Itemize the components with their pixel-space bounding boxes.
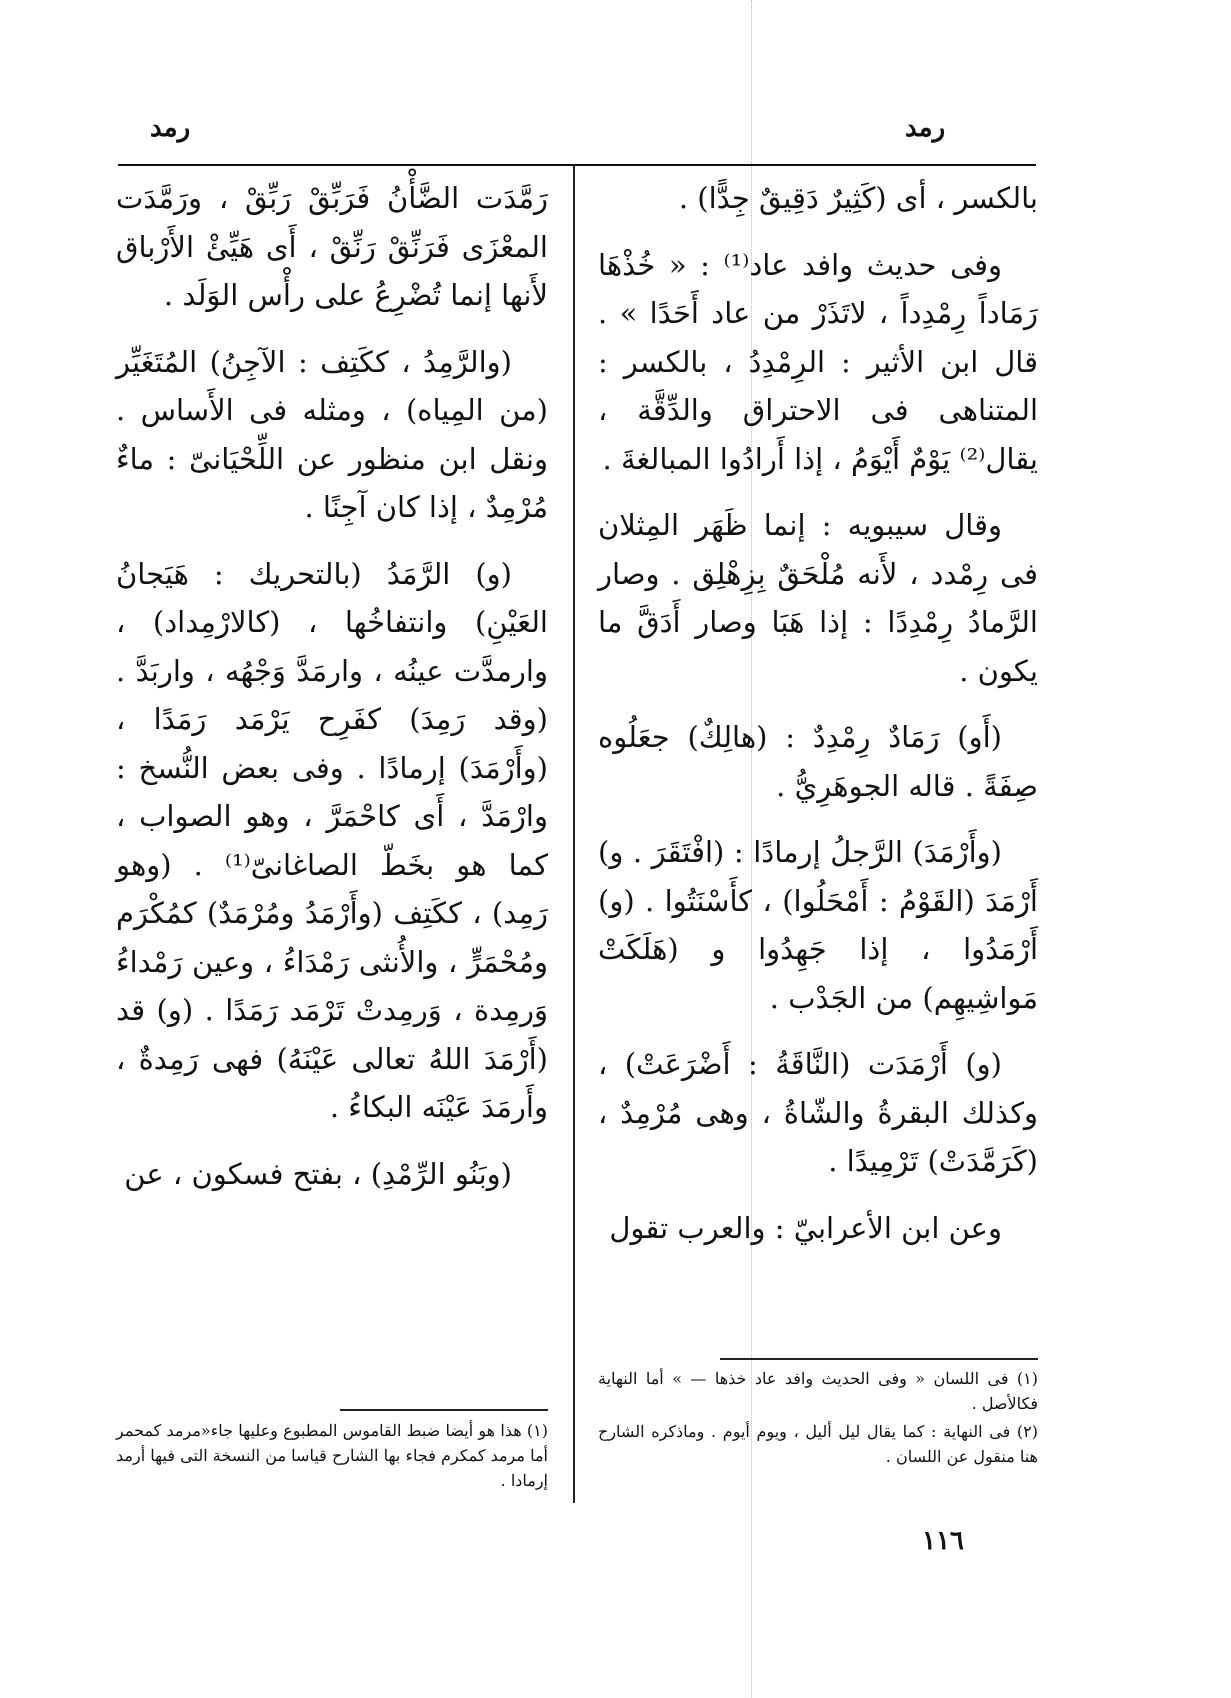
footnotes-left: [116, 1418, 548, 1496]
footnote-rule-left: [340, 1409, 548, 1411]
right-paragraph-6: (و) أَرْمَدَت (النَّاقَةُ : أَضْرَعَتْ) ، وكذلك البقرةُ والشّاةُ ، وهى مُرْمِدٌ ، (كَرَمَّدَتْ) تَرْمِيدًا .: [598, 1047, 1038, 1178]
running-header-left: رمد: [150, 113, 191, 143]
running-header-right: رمد: [905, 113, 946, 143]
column-divider: [573, 166, 575, 1503]
right-paragraph-2: وفى حديث وافد عاد⁽¹⁾ : « خُذْهَا رَمَاداً رِمْدِداً ، لاتَذَرْ من عاد أَحَدًا » . قال ابن الأثير : الرِمْدِدُ ، بالكسر : المتناهى فى الاحتراق والدِّقَّة ، يقال⁽²⁾ يَوْمٌ أَيْوَمُ ، إذا أَرادُوا المبالغةَ .: [598, 247, 1038, 476]
footnote-right-1: (١) فى اللسان « وفى الحديث وافد عاد خذها — » أما النهاية فكالأصل .: [598, 1369, 1038, 1413]
page-number: ١١٦: [922, 1526, 964, 1556]
footnotes-right: [598, 1366, 1038, 1472]
left-column: [116, 174, 548, 1216]
left-paragraph-1: رَمَّدَت الضَّأْنُ فَرَبِّقْ رَبِّقْ ، ورَمَّدَت المعْزَى فَرَنِّقْ رَنِّقْ ، أَى هَيِّئْ الأَرْباق لأَنها إنما تُضْرِعُ على رأْس الوَلَد .: [116, 181, 548, 312]
left-paragraph-4: (وبَنُو الرِّمْدِ) ، بفتح فسكون ، عن: [124, 1156, 512, 1191]
right-paragraph-7: وعن ابن الأعرابيّ : والعرب تقول: [609, 1210, 1002, 1245]
footnote-left-1: (١) هذا هو أيضا ضبط القاموس المطبوع وعليها جاء«مرمد كمحمر أما مرمد كمكرم فجاء بها الشارح قياسا من النسخة التى فيها أرمد إرمادا .: [116, 1421, 548, 1490]
right-paragraph-5: (وأَرْمَدَ) الرَّجلُ إرمادًا : (افْتَقَرَ . و) أَرْمَدَ (القَوْمُ : أَمْحَلُوا) ، كأَسْنَتُوا . (و) أَرْمَدُوا ، إذا جَهِدُوا و (هَلَكَتْ مَواشِيهِم) من الجَدْب .: [598, 835, 1038, 1015]
footnote-right-2: (٢) فى النهاية : كما يقال ليل أليل ، ويوم أيوم . وماذكره الشارح هنا منقول عن اللسان .: [598, 1422, 1038, 1466]
left-paragraph-2: (والرَّمِدُ ، ككَتِف : الآجِنُ) المُتَغَيِّر (من المِياه) ، ومثله فى الأَساس . ونقل ابن منظور عن اللِّحْيَانىّ : ماءٌ مُرْمِدٌ ، إذا كان آجِنًا .: [116, 344, 548, 524]
right-paragraph-4: (أَو) رَمَادٌ رِمْدِدٌ : (هالِكٌ) جعَلُوه صِفَةً . قاله الجوهَرِيُّ .: [598, 720, 1038, 803]
right-column: [598, 174, 1038, 1270]
footnote-rule-right: [720, 1358, 1038, 1360]
header-rule: [118, 164, 1036, 166]
right-paragraph-3: وقال سيبويه : إنما ظَهَر المِثلان فى رِمْدد ، لأَنه مُلْحَقٌ بِزِهْلِق . وصار الرَّمادُ رِمْدِدًا : إذا هَبَا وصار أَدَقَّ ما يكون .: [598, 508, 1038, 688]
left-paragraph-3: (و) الرَّمَدُ (بالتحريك : هَيَجانُ العَيْنِ) وانتفاخُها ، (كالارْمِداد) ، وارمدَّت عينُه ، وارمَدَّ وَجْهُه ، واربَدَّ . (وقد رَمِدَ) كفَرِح يَرْمَد رَمَدًا ، (وأَرْمَدَ) إرمادًا . وفى بعض النُّسخ : وارْمَدَّ ، أَى كاحْمَرَّ ، وهو الصواب ، كما هو بخَطّ الصاغانىّ⁽¹⁾ . (وهو رَمِد) ، ككَتِف (وأَرْمَدُ ومُرْمَدٌ) كمُكْرَم ومُحْمَرٍّ ، والأُنثى رَمْدَاءُ ، وعين رَمْداءُ وَرمِدة ، وَرمِدتْ تَرْمَد رَمَدًا . (و) قد (أَرْمَدَ اللهُ تعالى عَيْنَهُ) فهى رَمِدةٌ ، وأَرمَدَ عَيْنَه البكاءُ .: [116, 556, 549, 1124]
right-paragraph-1: بالكسر ، أى (كَثِيرٌ دَقِيقٌ جِدًّا) .: [678, 181, 1038, 215]
